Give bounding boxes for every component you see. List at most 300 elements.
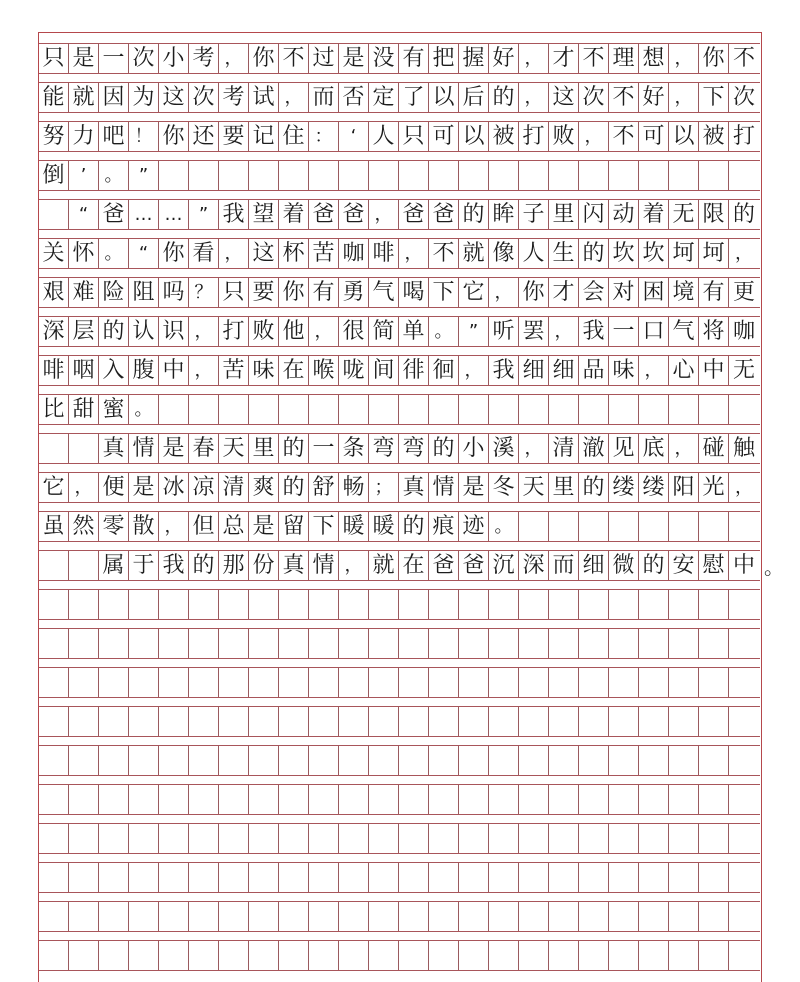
grid-cell: 咖: [339, 239, 369, 268]
grid-cell: 着: [639, 200, 669, 229]
grid-cell: [519, 668, 549, 697]
grid-cell: [669, 707, 699, 736]
grid-cell: 入: [99, 356, 129, 385]
grid-cell: [189, 902, 219, 931]
grid-cell: 以: [669, 122, 699, 151]
grid-cell: 打: [732, 123, 755, 149]
grid-cell: [729, 161, 759, 190]
grid-cell: 着: [279, 200, 309, 229]
grid-cell: 过: [309, 44, 339, 73]
grid-cell: 定: [369, 83, 399, 112]
grid-cell: [699, 395, 729, 424]
grid-cell: [279, 863, 309, 892]
grid-cell: [489, 161, 519, 190]
grid-cell: 份: [249, 551, 279, 580]
grid-cell: ”: [459, 317, 489, 346]
grid-cell: 就: [369, 551, 399, 580]
grid-cell: [309, 902, 339, 931]
grid-cell: [609, 629, 639, 658]
grid-cell: [69, 902, 99, 931]
grid-cell: [189, 668, 219, 697]
grid-cell: [279, 746, 309, 775]
grid-cell: [579, 629, 609, 658]
grid-cell: 不: [609, 83, 639, 112]
grid-cell: 散: [129, 512, 159, 541]
grid-cell: [99, 785, 129, 814]
grid-row: [39, 862, 760, 893]
grid-cell: [399, 395, 429, 424]
grid-cell: 品: [579, 356, 609, 385]
grid-cell: [669, 161, 699, 190]
grid-cell: [489, 746, 519, 775]
grid-cell: 的: [279, 434, 309, 463]
grid-row: [39, 355, 760, 386]
grid-cell: 是: [159, 434, 189, 463]
grid-cell: ，: [219, 44, 249, 73]
grid-cell: 甜: [69, 395, 99, 424]
grid-cell: 于: [129, 551, 159, 580]
grid-cell: 痕: [429, 512, 459, 541]
grid-cell: 的: [489, 83, 519, 112]
grid-cell: [579, 746, 609, 775]
grid-cell: [249, 785, 279, 814]
grid-cell: [219, 161, 249, 190]
grid-cell: [159, 590, 189, 619]
grid-row: [39, 589, 760, 620]
grid-cell: [459, 590, 489, 619]
grid-cell: 力: [69, 122, 99, 151]
grid-cell: 试: [249, 83, 279, 112]
grid-cell: [489, 824, 519, 853]
grid-cell: [459, 941, 489, 970]
grid-cell: [609, 395, 639, 424]
grid-cell: 很: [339, 317, 369, 346]
grid-cell: 闪: [579, 200, 609, 229]
grid-cell: [459, 824, 489, 853]
grid-cell: 下: [429, 278, 459, 307]
grid-cell: 次: [732, 84, 755, 110]
grid-cell: 虽: [39, 512, 69, 541]
grid-cell: 条: [339, 434, 369, 463]
grid-cell: [639, 395, 669, 424]
grid-cell: 的: [99, 317, 129, 346]
grid-cell: [189, 863, 219, 892]
grid-cell: [549, 824, 579, 853]
grid-cell: ，: [735, 242, 753, 264]
grid-cell: [39, 590, 69, 619]
grid-cell: 杯: [279, 239, 309, 268]
grid-cell: [339, 902, 369, 931]
grid-cell: [339, 590, 369, 619]
grid-cell: 对: [609, 278, 639, 307]
grid-cell: [189, 824, 219, 853]
grid-cell: [279, 824, 309, 853]
grid-cell: 有: [399, 44, 429, 73]
grid-cell: 但: [189, 512, 219, 541]
grid-cell: [399, 902, 429, 931]
grid-cell: 你: [159, 122, 189, 151]
grid-cell: [489, 395, 519, 424]
grid-cell: 的: [579, 473, 609, 502]
grid-cell: ；: [369, 473, 399, 502]
grid-row: [39, 901, 760, 932]
grid-cell: 你: [279, 278, 309, 307]
grid-cell: 下: [699, 83, 729, 112]
grid-cell: 困: [639, 278, 669, 307]
grid-cell: [159, 824, 189, 853]
grid-cell: 气: [369, 278, 399, 307]
grid-cell: 苦: [219, 356, 249, 385]
grid-cell: 勇: [339, 278, 369, 307]
grid-cell: 更: [732, 279, 755, 305]
grid-cell: 努: [39, 122, 69, 151]
grid-cell: [669, 512, 699, 541]
grid-cell: 溪: [489, 434, 519, 463]
grid-cell: [639, 902, 669, 931]
grid-cell: [189, 590, 219, 619]
grid-cell: “: [129, 239, 159, 268]
grid-cell: [39, 629, 69, 658]
grid-cell: [219, 785, 249, 814]
grid-cell: 。: [429, 317, 459, 346]
grid-cell: [729, 785, 759, 814]
grid-cell: [579, 512, 609, 541]
grid-cell: [519, 707, 549, 736]
grid-cell: [549, 668, 579, 697]
grid-cell: [519, 161, 549, 190]
grid-cell: 你: [519, 278, 549, 307]
grid-cell: [489, 863, 519, 892]
grid-cell: 是: [249, 512, 279, 541]
grid-cell: [129, 824, 159, 853]
grid-cell: 蜜: [99, 395, 129, 424]
grid-cell: 中: [699, 356, 729, 385]
grid-cell: “: [69, 200, 99, 229]
grid-cell: 属: [99, 551, 129, 580]
grid-cell: [399, 785, 429, 814]
grid-cell: [489, 707, 519, 736]
grid-cell: ：: [309, 122, 339, 151]
grid-cell: [189, 629, 219, 658]
grid-cell: 的: [579, 239, 609, 268]
grid-cell: [129, 629, 159, 658]
grid-cell: [519, 785, 549, 814]
grid-cell: [129, 590, 159, 619]
grid-cell: [459, 746, 489, 775]
grid-cell: 沉: [489, 551, 519, 580]
grid-cell: [489, 590, 519, 619]
grid-cell: 想: [639, 44, 669, 73]
grid-cell: 次: [129, 44, 159, 73]
grid-cell: [609, 941, 639, 970]
grid-cell: [579, 161, 609, 190]
grid-cell: [459, 863, 489, 892]
grid-cell: [369, 395, 399, 424]
grid-cell: [489, 785, 519, 814]
grid-cell: 一: [99, 44, 129, 73]
grid-cell: [279, 941, 309, 970]
grid-cell: [189, 395, 219, 424]
grid-cell: 我: [579, 317, 609, 346]
grid-cell: [519, 395, 549, 424]
grid-cell: 喉: [309, 356, 339, 385]
grid-cell: ，: [669, 44, 699, 73]
grid-cell: [249, 668, 279, 697]
grid-cell: [249, 746, 279, 775]
grid-row: [39, 43, 760, 74]
grid-cell: 怀: [69, 239, 99, 268]
grid-cell: [339, 824, 369, 853]
grid-cell: 理: [609, 44, 639, 73]
grid-cell: [69, 629, 99, 658]
grid-cell: 。: [489, 512, 519, 541]
grid-cell: 他: [279, 317, 309, 346]
grid-cell: 无: [732, 357, 755, 383]
grid-cell: 啡: [369, 239, 399, 268]
grid-cell: 咖: [732, 318, 755, 344]
grid-cell: [549, 785, 579, 814]
grid-cell: 打: [519, 122, 549, 151]
grid-cell: [729, 512, 759, 541]
grid-cell: [99, 941, 129, 970]
grid-cell: 只: [399, 122, 429, 151]
grid-cell: [579, 707, 609, 736]
grid-cell: [579, 941, 609, 970]
grid-cell: 清: [219, 473, 249, 502]
grid-cell: 就: [459, 239, 489, 268]
grid-cell: 然: [69, 512, 99, 541]
grid-cell: 留: [279, 512, 309, 541]
grid-cell: 险: [99, 278, 129, 307]
grid-cell: ？: [189, 278, 219, 307]
grid-cell: [129, 746, 159, 775]
grid-cell: [639, 161, 669, 190]
grid-cell: 冰: [159, 473, 189, 502]
grid-cell: [39, 863, 69, 892]
grid-cell: [129, 863, 159, 892]
grid-cell: [429, 785, 459, 814]
grid-cell: 听: [489, 317, 519, 346]
grid-cell: 我: [159, 551, 189, 580]
grid-cell: [609, 512, 639, 541]
grid-cell: [219, 668, 249, 697]
grid-cell: [129, 902, 159, 931]
grid-cell: [519, 941, 549, 970]
grid-cell: [309, 395, 339, 424]
grid-cell: [159, 707, 189, 736]
grid-row: [39, 472, 760, 503]
grid-cell: [129, 707, 159, 736]
grid-cell: [99, 629, 129, 658]
grid-cell: [519, 590, 549, 619]
grid-cell: 气: [669, 317, 699, 346]
grid-cell: [699, 629, 729, 658]
grid-cell: [369, 629, 399, 658]
grid-cell: [249, 863, 279, 892]
grid-cell: [399, 161, 429, 190]
grid-cell: [99, 746, 129, 775]
grid-cell: [309, 629, 339, 658]
grid-cell: [159, 941, 189, 970]
grid-cell: 爸: [429, 200, 459, 229]
grid-cell: [219, 629, 249, 658]
grid-cell: [129, 785, 159, 814]
grid-cell: 不: [579, 44, 609, 73]
grid-cell: 爸: [429, 551, 459, 580]
grid-cell: [39, 746, 69, 775]
grid-cell: 爸: [399, 200, 429, 229]
grid-cell: [279, 707, 309, 736]
grid-cell: [369, 824, 399, 853]
grid-cell: 不: [609, 122, 639, 151]
grid-cell: [309, 161, 339, 190]
grid-cell: [609, 785, 639, 814]
grid-cell: 暖: [369, 512, 399, 541]
grid-cell: 次: [189, 83, 219, 112]
grid-cell: 光: [699, 473, 729, 502]
grid-cell: [339, 161, 369, 190]
grid-cell: [69, 590, 99, 619]
grid-cell: 暖: [339, 512, 369, 541]
grid-cell: 艰: [39, 278, 69, 307]
grid-cell: [699, 512, 729, 541]
grid-cell: [159, 161, 189, 190]
grid-cell: [369, 941, 399, 970]
grid-cell: 望: [249, 200, 279, 229]
grid-cell: 才: [549, 44, 579, 73]
grid-cell: 真: [99, 434, 129, 463]
grid-cell: [699, 863, 729, 892]
grid-cell: [609, 746, 639, 775]
grid-cell: 安: [669, 551, 699, 580]
grid-cell: 看: [189, 239, 219, 268]
grid-cell: 倒: [39, 161, 69, 190]
grid-cell: 败: [549, 122, 579, 151]
grid-cell: [399, 863, 429, 892]
grid-cell: [399, 707, 429, 736]
grid-cell: [669, 629, 699, 658]
grid-cell: 可: [429, 122, 459, 151]
grid-cell: [639, 668, 669, 697]
grid-cell: [189, 941, 219, 970]
grid-cell: [309, 746, 339, 775]
grid-row: [39, 550, 760, 581]
grid-cell: [339, 863, 369, 892]
grid-cell: 要: [249, 278, 279, 307]
grid-cell: 能: [39, 83, 69, 112]
grid-cell: [189, 707, 219, 736]
grid-cell: 次: [579, 83, 609, 112]
grid-cell: 中: [159, 356, 189, 385]
grid-cell: [489, 629, 519, 658]
grid-cell: [249, 707, 279, 736]
grid-cell: [159, 668, 189, 697]
grid-cell: 味: [609, 356, 639, 385]
grid-cell: [309, 863, 339, 892]
grid-cell: 坎: [639, 239, 669, 268]
grid-cell: 细: [549, 356, 579, 385]
grid-cell: 爸: [459, 551, 489, 580]
composition-grid-paper: [38, 32, 762, 982]
grid-cell: 简: [369, 317, 399, 346]
grid-cell: 深: [39, 317, 69, 346]
grid-cell: 记: [249, 122, 279, 151]
grid-cell: [609, 902, 639, 931]
grid-cell: 凉: [189, 473, 219, 502]
grid-cell: [279, 395, 309, 424]
grid-cell: 吧: [99, 122, 129, 151]
grid-cell: [69, 707, 99, 736]
grid-cell: [729, 707, 759, 736]
grid-cell: [459, 395, 489, 424]
grid-cell: ，: [489, 278, 519, 307]
grid-cell: [99, 824, 129, 853]
grid-cell: [429, 941, 459, 970]
grid-cell: [489, 902, 519, 931]
grid-cell: 弯: [369, 434, 399, 463]
grid-cell: 天: [519, 473, 549, 502]
grid-cell: 徘: [399, 356, 429, 385]
grid-cell: 这: [249, 239, 279, 268]
grid-cell: [699, 161, 729, 190]
grid-cell: [369, 161, 399, 190]
grid-cell: 把: [429, 44, 459, 73]
grid-cell: [249, 824, 279, 853]
grid-cell: ，: [735, 476, 753, 498]
grid-cell: 咙: [339, 356, 369, 385]
grid-cell: 情: [129, 434, 159, 463]
grid-cell: [639, 707, 669, 736]
grid-cell: 情: [429, 473, 459, 502]
grid-cell: 澈: [579, 434, 609, 463]
grid-cell: [249, 395, 279, 424]
grid-cell: [159, 629, 189, 658]
grid-cell: 一: [309, 434, 339, 463]
grid-cell: [729, 668, 759, 697]
grid-cell: [219, 395, 249, 424]
grid-cell: [309, 941, 339, 970]
grid-cell: [69, 434, 99, 463]
grid-cell: [429, 707, 459, 736]
grid-cell: [69, 668, 99, 697]
grid-cell: [339, 629, 369, 658]
grid-cell: [279, 590, 309, 619]
grid-cell: [639, 629, 669, 658]
grid-cell: [549, 629, 579, 658]
grid-cell: [609, 863, 639, 892]
grid-cell: ，: [519, 83, 549, 112]
grid-cell: [369, 590, 399, 619]
grid-cell: [369, 668, 399, 697]
grid-row: [39, 784, 760, 815]
grid-cell: [309, 668, 339, 697]
grid-cell: [399, 668, 429, 697]
grid-cell: [129, 941, 159, 970]
grid-cell: [219, 863, 249, 892]
grid-cell: [99, 668, 129, 697]
grid-cell: 。: [99, 161, 129, 190]
grid-cell: 好: [489, 44, 519, 73]
grid-cell: [279, 902, 309, 931]
grid-cell: 难: [69, 278, 99, 307]
grid-cell: 的: [732, 201, 755, 227]
grid-cell: ，: [159, 512, 189, 541]
grid-cell: ，: [339, 551, 369, 580]
grid-cell: [369, 746, 399, 775]
grid-cell: 不: [429, 239, 459, 268]
grid-cell: 认: [129, 317, 159, 346]
grid-row: [39, 121, 760, 152]
